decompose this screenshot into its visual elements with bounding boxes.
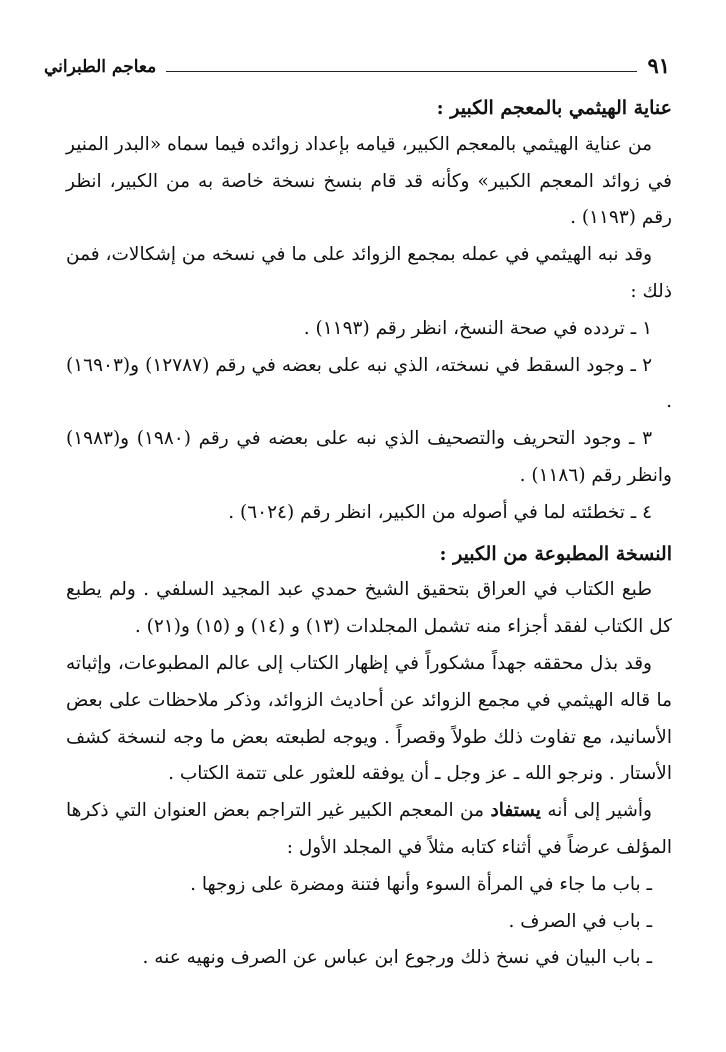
list-item: ـ باب في الصرف . <box>508 910 652 932</box>
paragraph <box>66 793 672 867</box>
paragraph: من عناية الهيثمي بالمعجم الكبير، قيامه بإعداد زوائده فيما سماه «البدر المنير في زوائد المعجم الكبير» وكأنه قد قام بنسخ نسخة خاصة به من الكبير، انظر رقم (١١٩٣) . <box>66 133 672 229</box>
list-item: ٢ ـ وجود السقط في نسخته، الذي نبه على بعضه في رقم (١٢٧٨٧) و(١٦٩٠٣) . <box>66 354 672 413</box>
section-heading: النسخة المطبوعة من الكبير : <box>439 542 672 565</box>
list-item: ـ باب ما جاء في المرأة السوء وأنها فتنة ومضرة على زوجها . <box>190 873 652 895</box>
list-item: ٣ ـ وجود التحريف والتصحيف الذي نبه على بعضه في رقم (١٩٨٠) و(١٩٨٣) وانظر رقم (١١٨٦) . <box>66 428 672 486</box>
list-item: ٤ ـ تخطئته لما في أصوله من الكبير، انظر رقم (٦٠٢٤) . <box>228 501 652 523</box>
paragraph: وقد نبه الهيثمي في عمله بمجمع الزوائد على ما في نسخه من إشكالات، فمن ذلك : <box>66 244 672 302</box>
list-item: ـ باب البيان في نسخ ذلك ورجوع ابن عباس عن الصرف ونهيه عنه . <box>142 947 652 969</box>
page-header <box>44 46 670 76</box>
paragraph: وقد بذل محققه جهداً مشكوراً في إظهار الكتاب إلى عالم المطبوعات، وإثباته ما قاله الهيثمي في مجمع الزوائد عن أحاديث الزوائد، وذكر ملاحظات على بعض الأسانيد، مع تفاوت ذلك طولاً وقصراً . ويوجه لطبعته بعض ما وجه لنسخة كشف الأستار . ونرجو الله ـ عز وجل ـ أن يوفقه للعثور على تتمة الكتاب . <box>66 652 672 785</box>
page-body <box>66 90 672 977</box>
page-number: ٩١ <box>647 53 670 78</box>
section-heading: عناية الهيثمي بالمعجم الكبير : <box>436 97 672 119</box>
header-rule <box>166 71 637 72</box>
paragraph-text: من المعجم الكبير غير التراجم بعض العنوان التي ذكرها المؤلف عرضاً في أثناء كتابه مثلاً في المجلد الأول : <box>66 800 672 858</box>
list-item: ١ ـ تردده في صحة النسخ، انظر رقم (١١٩٣) . <box>303 317 652 339</box>
paragraph: طبع الكتاب في العراق بتحقيق الشيخ حمدي عبد المجيد السلفي . ولم يطبع كل الكتاب لفقد أجزاء منه تشمل المجلدات (١٣) و (١٤) و (١٥) و(٢١) . <box>66 579 672 638</box>
emphasized-word: يستفاد <box>490 800 541 822</box>
running-title: معاجم الطبراني <box>44 57 157 77</box>
paragraph-text: وأشير إلى أنه <box>540 800 652 822</box>
